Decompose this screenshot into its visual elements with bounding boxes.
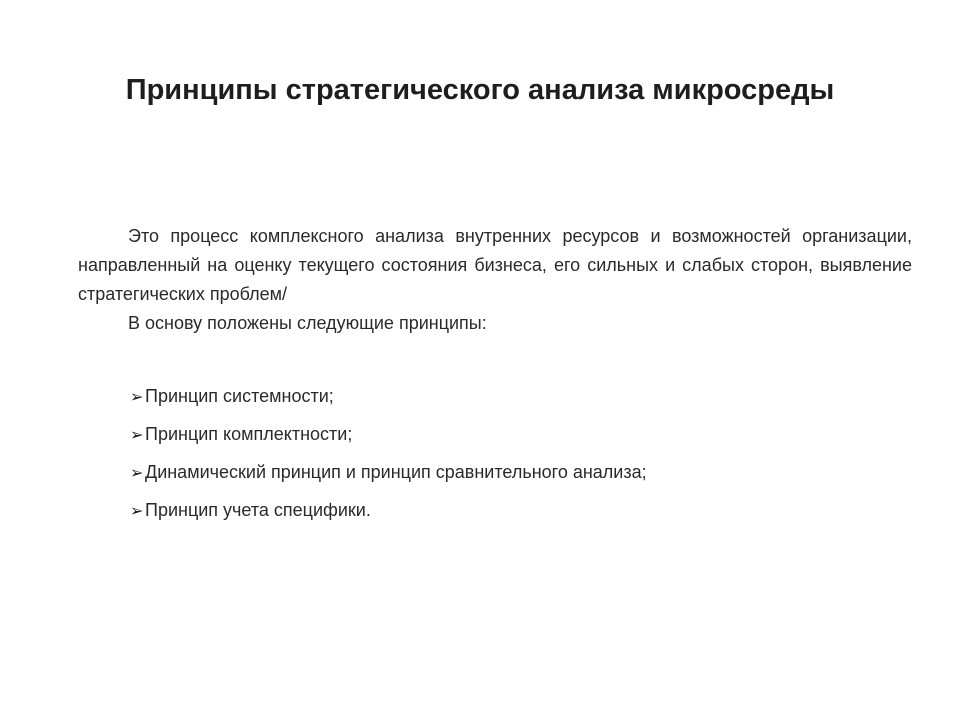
- list-item: [130, 496, 890, 534]
- list-item-label: Принцип учета специфики.: [145, 500, 371, 520]
- body-text: [78, 222, 912, 338]
- list-item-label: Принцип комплектности;: [145, 424, 353, 444]
- list-item-label: Принцип системности;: [145, 386, 334, 406]
- list-item: [130, 458, 890, 496]
- list-item-label: Динамический принцип и принцип сравнительного анализа;: [145, 462, 647, 482]
- definition-paragraph: Это процесс комплексного анализа внутренних ресурсов и возможностей организации, направленный на оценку текущего состояния бизнеса, его сильных и слабых сторон, выявление стратегических проблем/: [78, 226, 912, 304]
- arrowhead-bullet-icon: ➢: [130, 465, 144, 482]
- arrowhead-bullet-icon: ➢: [130, 427, 144, 444]
- list-item: [130, 420, 890, 458]
- arrowhead-bullet-icon: ➢: [130, 503, 144, 520]
- principles-intro: В основу положены следующие принципы:: [128, 313, 487, 333]
- principles-list: [130, 382, 890, 534]
- arrowhead-bullet-icon: ➢: [130, 389, 144, 406]
- slide-title: Принципы стратегического анализа микросреды: [125, 74, 835, 106]
- list-item: [130, 382, 890, 420]
